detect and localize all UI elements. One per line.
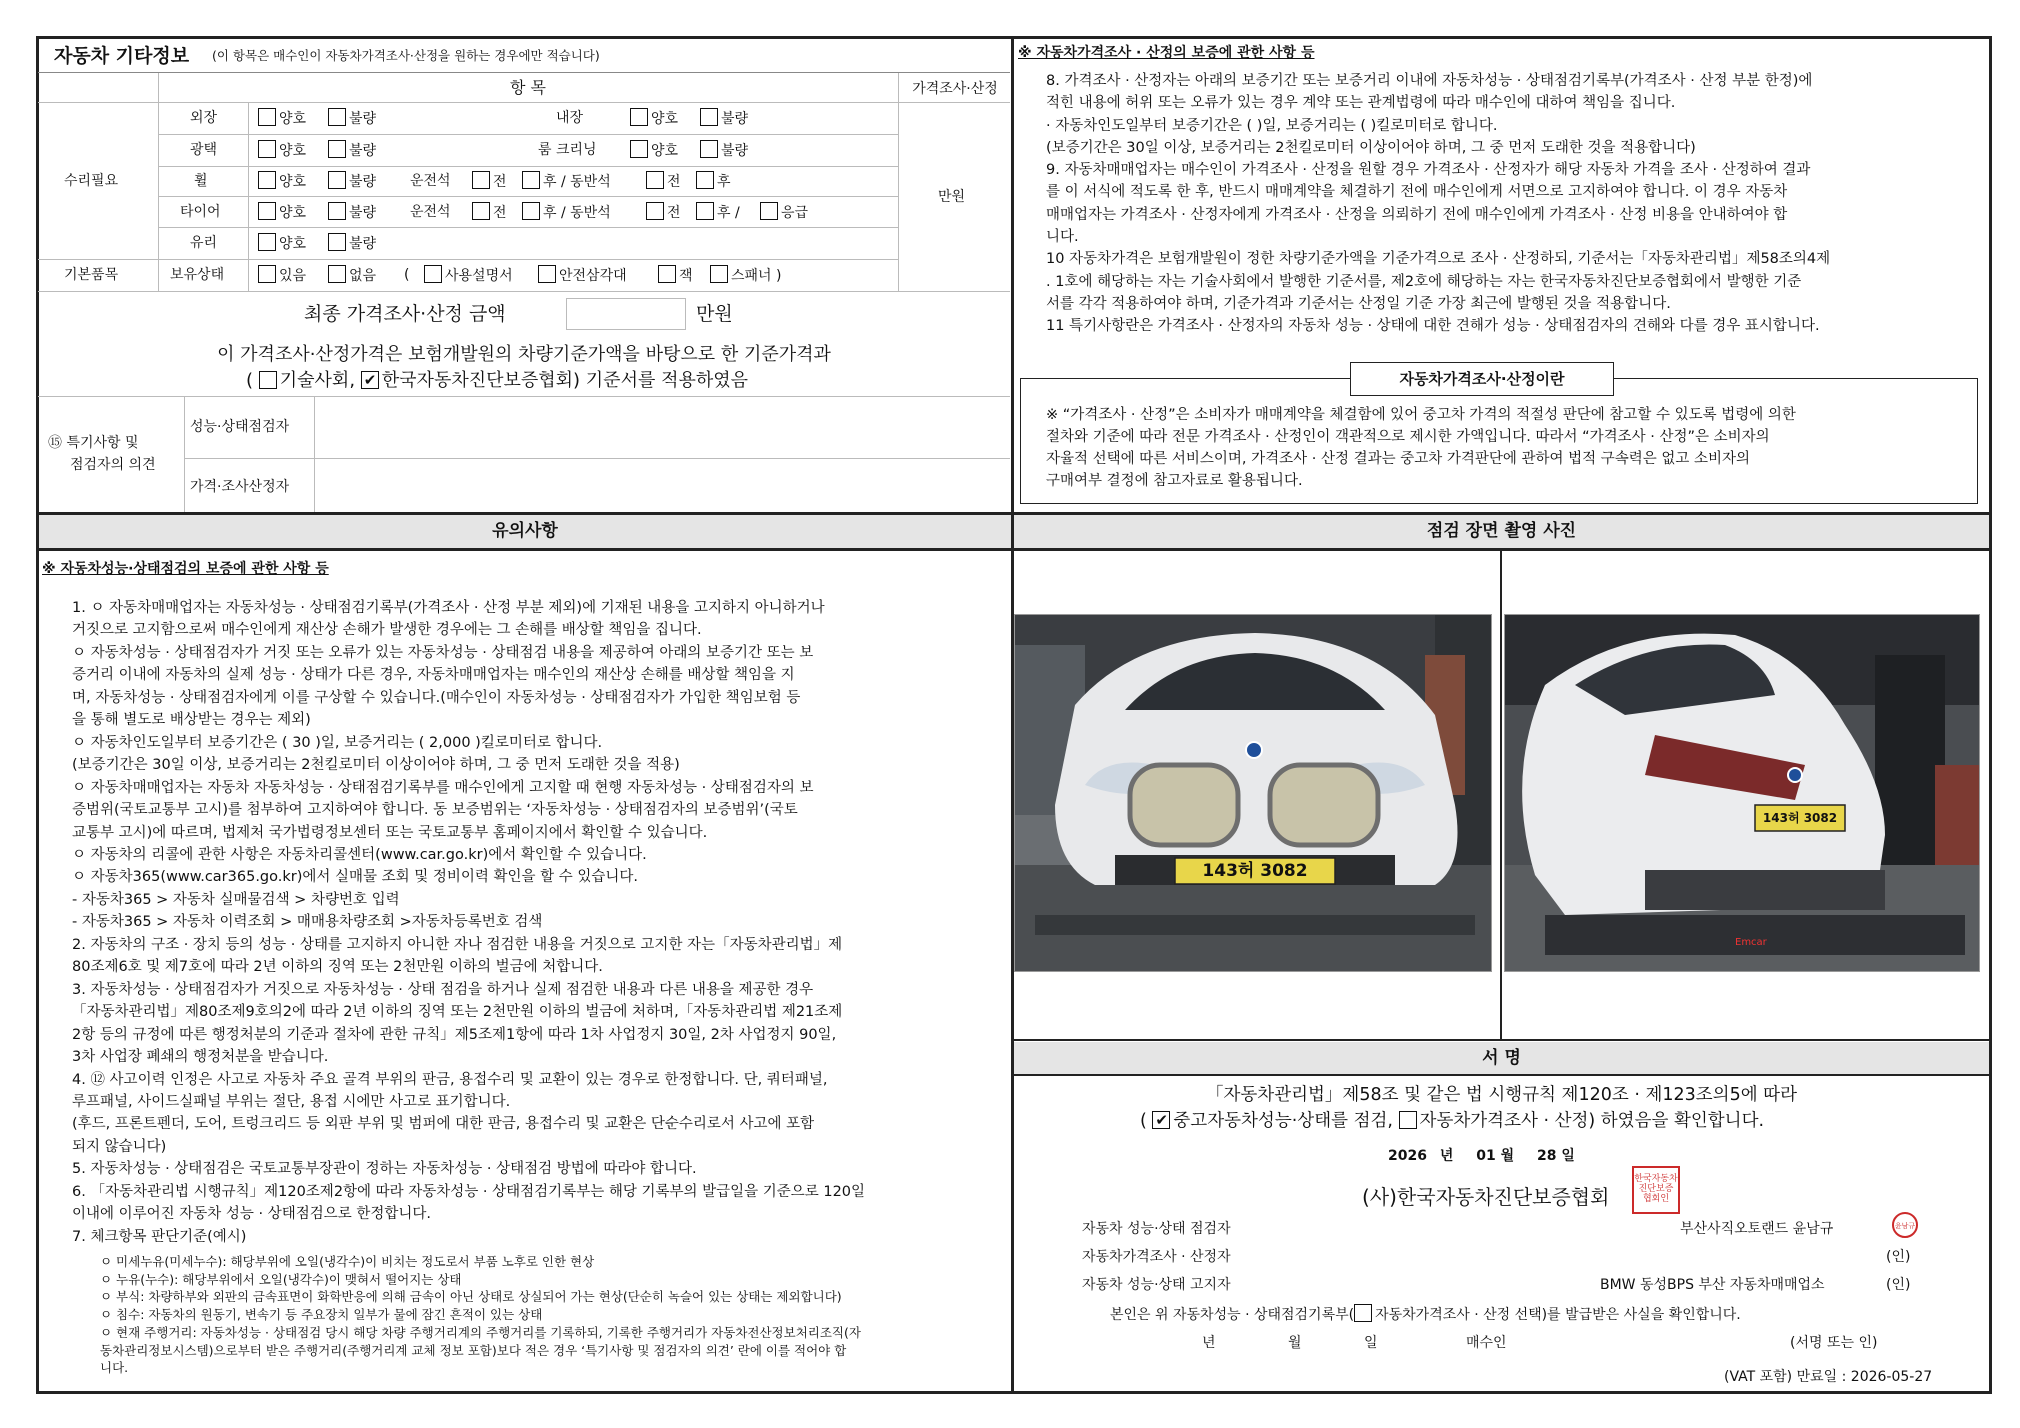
confirm-text-b: 자동차가격조사 · 산정 선택)를 발급받은 사실을 확인합니다.	[1375, 1307, 1741, 1323]
interior-good-option[interactable]	[630, 108, 678, 128]
appraisal-definition-title: 자동차가격조사·산정이란	[1399, 370, 1565, 388]
mid-divider-2	[36, 548, 1992, 551]
checkbox-buyer-price-appraisal[interactable]	[1354, 1304, 1372, 1322]
rear-car-image	[1505, 615, 1980, 972]
checkbox[interactable]	[630, 108, 648, 126]
tire-emergency-option[interactable]	[760, 202, 808, 222]
notes-text	[72, 597, 865, 1248]
section-note: (이 항목은 매수인이 자동차가격조사·산정을 원하는 경우에만 적습니다)	[212, 48, 600, 63]
checkbox[interactable]	[700, 108, 718, 126]
checkbox[interactable]	[328, 108, 346, 126]
checkbox-performance-check[interactable]	[1152, 1111, 1170, 1129]
items-have-option[interactable]	[258, 265, 306, 285]
text-line: 며, 자동차성능 · 상태점검자에게 이를 구상할 수 있습니다.(매수인이 자동차성능 · 상태점검자가 가입한 책임보험 등	[72, 689, 801, 706]
tire-front-option[interactable]	[472, 202, 507, 222]
criteria-line: ㅇ 미세누유(미세누수): 해당부위에 오일(냉각수)이 비치는 정도로서 부품 노후로 인한 현상	[100, 1254, 595, 1269]
text-line: 자율적 선택에 따른 서비스이며, 가격조사 · 산정 결과는 중고차 가격판단에 관하여 법적 구속력은 없고 소비자의	[1046, 451, 1751, 467]
buyer-date-month: 월	[1288, 1335, 1302, 1351]
signature-law-line: 「자동차관리법」제58조 및 같은 법 시행규칙 제120조 · 제123조의5에 따라	[1206, 1085, 1797, 1105]
room-cleaning-bad-option[interactable]	[700, 140, 748, 160]
row-gloss-label: 광택	[190, 142, 218, 158]
option-label: 전	[667, 205, 681, 221]
text-line: 2. 자동차의 구조 · 장치 등의 성능 · 상태를 고지하지 아니한 자나 점검한 내용을 거짓으로 고지한 자는「자동차관리법」제	[72, 936, 843, 953]
text-line: 80조제6호 및 제7호에 따라 2년 이하의 징역 또는 2천만원 이하의 벌금에 처합니다.	[72, 959, 603, 976]
appraiser-label: 자동차가격조사 · 산정자	[1082, 1249, 1231, 1265]
price-guarantee-heading: ※ 자동차가격조사 · 산정의 보증에 관한 사항 등	[1018, 45, 1315, 61]
text-line: 3. 자동차성능 · 상태점검자가 거짓으로 자동차성능 · 상태 점검을 하거나 실제 점검한 내용과 다른 내용을 제공한 경우	[72, 981, 814, 998]
rule	[898, 73, 899, 291]
option-label: 불량	[349, 236, 377, 252]
text-line: - 자동차365 > 자동차 실매물검색 > 차량번호 입력	[72, 891, 400, 908]
price-guarantee-text	[1046, 70, 1830, 338]
room-cleaning-good-option[interactable]	[630, 140, 678, 160]
final-price-label: 최종 가격조사·산정 금액	[304, 303, 506, 325]
checkbox-price-appraisal[interactable]	[1399, 1111, 1417, 1129]
sign-day-unit: 일	[1561, 1148, 1575, 1164]
option-label: 후 / 동반석	[543, 205, 611, 221]
gloss-bad-option[interactable]	[328, 140, 376, 160]
checkbox[interactable]	[760, 202, 778, 220]
text-line: 1. ㅇ 자동차매매업자는 자동차성능 · 상태점검기록부(가격조사 · 산정 부분 제외)에 기재된 내용을 고지하지 아니하거나	[72, 600, 825, 616]
exterior-bad-option[interactable]	[328, 108, 376, 128]
exterior-good-option[interactable]	[258, 108, 306, 128]
buyer-confirm-line	[1110, 1304, 1741, 1324]
appraisal-definition-text	[1046, 404, 1796, 492]
rule	[158, 227, 898, 228]
jack-option[interactable]	[658, 265, 693, 285]
option-label: 응급	[781, 205, 809, 221]
interior-bad-option[interactable]	[700, 108, 748, 128]
option-label: 전	[667, 174, 681, 190]
text-line: (보증기간은 30일 이상, 보증거리는 2천킬로미터 이상이어야 하며, 그 중 먼저 도래한 것을 적용)	[72, 757, 680, 774]
basis-line-2	[246, 370, 748, 392]
text-line: ㅇ 자동차의 리콜에 관한 사항은 자동차리콜센터(www.car.go.kr)에서 확인할 수 있습니다.	[72, 846, 647, 863]
sign-date	[1388, 1147, 1575, 1165]
photos-bottom-divider	[1011, 1039, 1992, 1041]
text-line: 8. 가격조사 · 산정자는 아래의 보증기간 또는 보증거리 이내에 자동차성능 · 상태점검기록부(가격조사 · 산정 부분 한정)에	[1046, 73, 1813, 89]
glass-good-option[interactable]	[258, 233, 306, 253]
rule	[38, 102, 1010, 103]
checkbox[interactable]	[630, 140, 648, 158]
wheel-driver-seat-label: 운전석	[410, 173, 451, 189]
items-none-option[interactable]	[328, 265, 376, 285]
text-line: 되지 않습니다)	[72, 1138, 167, 1155]
text-line: 증거리 이내에 자동차의 실제 성능 · 상태가 다른 경우, 자동차매매업자는 매수인의 재산상 손해를 배상할 책임을 지	[72, 667, 795, 684]
criteria-line: 니다.	[100, 1360, 129, 1376]
wheel-good-option[interactable]	[258, 171, 306, 191]
option-label: 잭	[679, 268, 693, 284]
paren: (	[1140, 1111, 1147, 1131]
checkbox[interactable]	[424, 265, 442, 283]
checkbox[interactable]	[258, 233, 276, 251]
checkbox[interactable]	[328, 171, 346, 189]
front-car-image	[1015, 615, 1492, 972]
rule	[38, 72, 1010, 73]
tire-good-option[interactable]	[258, 202, 306, 222]
criteria-line: 동차관리정보시스템)으로부터 받은 주행거리(주행거리계 교체 정보 포함)보다 적은 경우 ‘특기사항 및 점검자의 의견’ 란에 이를 적어야 합	[100, 1342, 847, 1358]
photos-band-title: 점검 장면 촬영 사진	[1426, 521, 1577, 541]
signature-band-divider	[1011, 1074, 1992, 1076]
text-line: 증범위(국토교통부 고시)를 첨부하여 고지하여야 합니다. 동 보증범위는 ‘자동차성능 · 상태점검자의 보증범위’(국토	[72, 802, 798, 819]
signature-band-title: 서 명	[1482, 1048, 1521, 1068]
checkbox[interactable]	[700, 140, 718, 158]
gloss-good-option[interactable]	[258, 140, 306, 160]
inspector-seal: 윤남규	[1892, 1212, 1918, 1238]
option-label: 불량	[721, 143, 749, 159]
buyer-sign-mark: (서명 또는 인)	[1790, 1335, 1878, 1351]
row-room-cleaning-label: 룸 크리닝	[538, 142, 597, 158]
front-inspection-photo	[1014, 614, 1492, 972]
option-label: 후 / 동반석	[543, 174, 611, 190]
basis-line-1: 이 가격조사·산정가격은 보험개발원의 차량기준가액을 바탕으로 한 기준가격과	[217, 344, 831, 365]
text-line: 5. 자동차성능 · 상태점검은 국토교통부장관이 정하는 자동차성능 · 상태점검 방법에 따라야 합니다.	[72, 1161, 697, 1178]
option-label: 불량	[349, 111, 377, 127]
option-label: 안전삼각대	[559, 268, 627, 284]
checkbox[interactable]	[710, 265, 728, 283]
checkbox[interactable]	[646, 202, 664, 220]
rule	[38, 291, 1010, 292]
row-wheel-label: 휠	[194, 173, 208, 189]
text-line: ㅇ 자동차매매업자는 자동차 자동차성능 · 상태점검기록부를 매수인에게 고지할 때 현행 자동차성능 · 상태점검자의 보	[72, 779, 814, 796]
checkbox[interactable]	[258, 202, 276, 220]
inspector-name: 부산사직오토랜드 윤남규	[1680, 1221, 1834, 1237]
notifier-seal-mark: (인)	[1886, 1277, 1911, 1293]
row-tire-label: 타이어	[180, 204, 221, 220]
text-line: - 자동차365 > 자동차 이력조회 > 매매용차량조회 >자동차등록번호 검색	[72, 914, 543, 931]
sign-day: 28	[1537, 1148, 1557, 1164]
text-line: 6. 「자동차관리법 시행규칙」제120조제2항에 따라 자동차성능 · 상태점검기록부는 해당 기록부의 발급일을 기준으로 120일	[72, 1183, 866, 1200]
wheel-passenger-front-option[interactable]	[646, 171, 681, 191]
option-label: 사용설명서	[445, 268, 513, 284]
appraiser-opinion-field[interactable]	[316, 460, 1008, 510]
option-label: 양호	[651, 143, 679, 159]
notes-heading: ※ 자동차성능·상태점검의 보증에 관한 사항 등	[42, 561, 329, 577]
paren: (	[246, 370, 254, 391]
option-label: 양호	[651, 111, 679, 127]
sign-year-unit: 년	[1439, 1148, 1454, 1164]
wheel-bad-option[interactable]	[328, 171, 376, 191]
vat-expiry-note: (VAT 포함) 만료일 : 2026-05-27	[1724, 1369, 1933, 1385]
repair-label: 수리필요	[64, 173, 119, 189]
signature-confirm-line	[1140, 1110, 1764, 1132]
text-line: ㅇ 자동차성능 · 상태점검자가 거짓 또는 오류가 있는 자동차성능 · 상태점검 내용을 제공하여 아래의 보증기간 또는 보	[72, 644, 814, 661]
option-label: 양호	[279, 143, 307, 159]
wheel-rear-passenger-option[interactable]	[522, 171, 611, 191]
text-line: 교통부 고시)에 따르며, 법제처 국가법령정보센터 또는 국토교통부 홈페이지에서 확인할 수 있습니다.	[72, 824, 708, 841]
association-name: (사)한국자동차진단보증협회	[1362, 1185, 1610, 1209]
option-label: 불량	[721, 111, 749, 127]
option-label: 후 /	[717, 205, 740, 221]
final-price-unit: 만원	[696, 303, 733, 325]
text-line: 서를 각각 적용하여야 하며, 기준가격과 기준서는 산정일 기준 가장 최근에 발행된 것을 적용합니다.	[1046, 295, 1671, 312]
notifier-name: BMW 동성BPS 부산 자동차매매업소	[1600, 1277, 1825, 1293]
unit-label: 만원	[938, 189, 966, 205]
option-label: 불량	[349, 174, 377, 190]
checkbox[interactable]	[696, 202, 714, 220]
checkbox[interactable]	[538, 265, 556, 283]
tire-driver-seat-label: 운전석	[410, 204, 451, 220]
wheel-front-option[interactable]	[472, 171, 507, 191]
checkbox[interactable]	[696, 171, 714, 189]
rule	[1500, 551, 1502, 1039]
text-line: 3차 사업장 폐쇄의 행정처분을 받습니다.	[72, 1049, 329, 1066]
text-line: 절차와 기준에 따라 전문 가격조사 · 산정인이 객관적으로 제시한 가액입니다. 따라서 “가격조사 · 산정”은 소비자의	[1046, 429, 1770, 445]
text-line: 7. 체크항목 판단기준(예시)	[72, 1228, 247, 1245]
text-line: 이내에 이루어진 자동차 성능 · 상태점검으로 한정합니다.	[72, 1206, 432, 1223]
inspector-label: 자동차 성능·상태 점검자	[1082, 1221, 1231, 1237]
buyer-label: 매수인	[1466, 1335, 1507, 1351]
items-header: 항 목	[510, 78, 546, 97]
check-criteria-list	[100, 1253, 861, 1377]
option-label: 불량	[349, 143, 377, 159]
section-title: 자동차 기타정보	[54, 45, 190, 67]
spanner-option[interactable]	[710, 265, 781, 285]
row-interior-label: 내장	[556, 110, 584, 126]
checkbox[interactable]	[328, 140, 346, 158]
checkbox[interactable]	[258, 171, 276, 189]
checkbox[interactable]	[258, 140, 276, 158]
text-line: 적힌 내용에 허위 또는 오류가 있는 경우 계약 또는 관계법령에 따라 매수인에 대하여 책임을 집니다.	[1046, 95, 1676, 112]
option-kadica: 한국자동차진단보증협회) 기준서를 적용하였음	[381, 370, 749, 391]
option-price-appraisal: 자동차가격조사 · 산정) 하였음을 확인합니다.	[1419, 1111, 1765, 1131]
text-line: 를 이 서식에 적도록 한 후, 반드시 매매계약을 체결하기 전에 매수인에게 서면으로 고지하여야 합니다. 이 경우 자동차	[1046, 184, 1788, 201]
sign-month: 01	[1476, 1148, 1496, 1164]
checkbox[interactable]	[258, 108, 276, 126]
row-exterior-label: 외장	[190, 110, 218, 126]
checkbox[interactable]	[472, 202, 490, 220]
rule	[158, 196, 898, 197]
text-line: 루프패널, 사이드실패널 부위는 절단, 용접 시에만 사고로 표기합니다.	[72, 1093, 511, 1110]
checkbox[interactable]	[328, 233, 346, 251]
checkbox[interactable]	[658, 265, 676, 283]
text-line: 4. ⑫ 사고이력 인정은 사고로 자동차 주요 골격 부위의 판금, 용접수리 및 교환이 있는 경우로 한정합니다. 단, 쿼터패널,	[72, 1071, 828, 1088]
rear-inspection-photo	[1504, 614, 1980, 972]
text-line: 을 통해 별도로 배상받는 경우는 제외)	[72, 712, 311, 729]
inspector-opinion-label: 성능·상태점검자	[190, 419, 290, 435]
text-line: 거짓으로 고지함으로써 매수인에게 재산상 손해가 발생한 경우에는 그 손해를 배상할 책임을 집니다.	[72, 622, 702, 639]
buyer-date-day: 일	[1364, 1335, 1378, 1351]
option-label: 스패너 )	[731, 268, 782, 284]
option-label: 불량	[349, 205, 377, 221]
criteria-line: ㅇ 현재 주행거리: 자동차성능 · 상태점검 당시 해당 차량 주행거리계의 주행거리를 기록하되, 기록한 주행거리가 자동차전산정보처리조직(자	[100, 1324, 861, 1340]
inspector-opinion-field[interactable]	[316, 398, 1008, 456]
tire-bad-option[interactable]	[328, 202, 376, 222]
checkbox[interactable]	[522, 171, 540, 189]
option-performance-check: 중고자동차성능·상태를 점검,	[1173, 1111, 1393, 1131]
rule	[158, 166, 898, 167]
text-line: 구매여부 결정에 참고자료로 활용됩니다.	[1046, 473, 1303, 489]
manual-option[interactable]	[424, 265, 513, 285]
option-label: 있음	[279, 268, 307, 284]
holding-status-label: 보유상태	[170, 267, 225, 283]
tire-rear-passenger-option[interactable]	[522, 202, 611, 222]
criteria-line: ㅇ 부식: 차량하부와 외판의 금속표면이 화학반응에 의해 금속이 아닌 상태로 상실되어 가는 현상(단순히 녹슬어 있는 상태는 제외합니다)	[100, 1289, 842, 1305]
text-line: 2항 등의 규정에 따른 행정처분의 기준과 절차에 관한 규칙」제5조제1항에 따라 1차 사업정지 30일, 2차 사업정지 90일,	[72, 1026, 837, 1043]
confirm-text-a: 본인은 위 자동차성능 · 상태점검기록부(	[1110, 1307, 1355, 1323]
text-line: · 자동차인도일부터 보증기간은 ( )일, 보증거리는 ( )킬로미터로 합니다.	[1046, 117, 1498, 134]
checkbox[interactable]	[328, 202, 346, 220]
text-line: 매매업자는 가격조사 · 산정자에게 가격조사 · 산정을 의뢰하기 전에 매수인에게 가격조사 · 산정 비용을 안내하여야 합	[1046, 206, 1788, 223]
option-label: 후	[717, 174, 731, 190]
rule	[184, 396, 185, 512]
text-line: (보증기간은 30일 이상, 보증거리는 2천킬로미터 이상이어야 하며, 그 중 먼저 도래한 것을 적용합니다)	[1046, 139, 1696, 156]
checkbox[interactable]	[522, 202, 540, 220]
sign-month-unit: 월	[1500, 1148, 1515, 1164]
rule	[184, 458, 1010, 459]
text-line: ㅇ 자동차인도일부터 보증기간은 ( 30 )일, 보증거리는 ( 2,000 )킬로미터로 합니다.	[72, 734, 603, 751]
text-line: 10 자동차가격은 보험개발원이 정한 차량기준가액을 기준가격으로 조사 · 산정하되, 기준서는「자동차관리법」제58조의4제	[1046, 251, 1831, 268]
checkbox[interactable]	[258, 265, 276, 283]
notifier-label: 자동차 성능·상태 고지자	[1082, 1277, 1231, 1293]
option-label: 양호	[279, 111, 307, 127]
basic-items-label: 기본품목	[64, 267, 119, 283]
text-line: 9. 자동차매매업자는 매수인이 가격조사 · 산정을 원할 경우 가격조사 · 산정자가 해당 자동차 가격을 조사 · 산정하여 결과	[1046, 162, 1811, 179]
checkbox-technical-society[interactable]	[259, 371, 277, 389]
final-price-input[interactable]	[566, 298, 686, 330]
text-line: ㅇ 자동차365(www.car365.go.kr)에서 실매물 조회 및 정비이력 확인을 할 수 있습니다.	[72, 869, 639, 886]
option-label: 양호	[279, 236, 307, 252]
rule	[158, 134, 898, 135]
text-line: (후드, 프론트펜더, 도어, 트렁크리드 등 외판 부위 및 범퍼에 대한 판금, 용접수리 및 교환은 단순수리로서 사고에 포함	[72, 1116, 815, 1133]
appraiser-opinion-label: 가격·조사산정자	[190, 479, 290, 495]
text-line: . 1호에 해당하는 자는 기술사회에서 발행한 기준서를, 제2호에 해당하는 자는 한국자동차진단보증협회에서 발행한 기준	[1046, 273, 1802, 290]
checkbox-kadica[interactable]	[361, 371, 379, 389]
price-header: 가격조사·산정	[912, 81, 998, 97]
option-label: 전	[493, 205, 507, 221]
front-plate-text: 143허 3082	[1202, 861, 1308, 881]
tire-passenger-rear-option[interactable]	[696, 202, 740, 222]
rear-plate-text: 143허 3082	[1762, 811, 1838, 825]
special-notes-label-2: 점검자의 의견	[70, 457, 156, 473]
text-line: 「자동차관리법」제80조제9호의2에 따라 2년 이하의 징역 또는 2천만원 이하의 벌금에 처하며,「자동차관리법 제21조제	[72, 1004, 843, 1021]
special-notes-label-1: ⑮ 특기사항 및	[48, 435, 139, 451]
text-line: ※ “가격조사 · 산정”은 소비자가 매매계약을 체결함에 있어 중고차 가격의 적절성 판단에 참고할 수 있도록 법령에 의한	[1046, 407, 1796, 423]
checkbox[interactable]	[472, 171, 490, 189]
appraiser-seal-mark: (인)	[1886, 1249, 1911, 1265]
triangle-option[interactable]	[538, 265, 627, 285]
wheel-passenger-rear-option[interactable]	[696, 171, 731, 191]
option-label: 양호	[279, 174, 307, 190]
rule	[314, 396, 315, 512]
row-glass-label: 유리	[190, 235, 218, 251]
sign-year: 2026	[1388, 1148, 1427, 1164]
criteria-line: ㅇ 누유(누수): 해당부위에서 오일(냉각수)이 맺혀서 떨어지는 상태	[100, 1271, 462, 1287]
checkbox[interactable]	[646, 171, 664, 189]
checkbox[interactable]	[328, 265, 346, 283]
option-label: 양호	[279, 205, 307, 221]
rule	[248, 102, 249, 291]
text-line: 니다.	[1046, 229, 1079, 246]
tire-passenger-front-option[interactable]	[646, 202, 681, 222]
buyer-date-year: 년	[1202, 1335, 1216, 1351]
option-label: 없음	[349, 268, 377, 284]
text-line: 11 특기사항란은 가격조사 · 산정자의 자동차 성능 · 상태에 대한 견해가 성능 · 상태점검자의 견해와 다를 경우 표시합니다.	[1046, 318, 1820, 335]
association-seal: 한국자동차 진단보증 협회인	[1632, 1166, 1680, 1214]
notes-band-title: 유의사항	[492, 521, 558, 541]
glass-bad-option[interactable]	[328, 233, 376, 253]
option-label: 전	[493, 174, 507, 190]
option-technical-society: 기술사회,	[279, 370, 356, 391]
paren-open: (	[404, 267, 410, 283]
criteria-line: ㅇ 침수: 자동차의 원동기, 변속기 등 주요장치 일부가 물에 잠긴 흔적이 있는 상태	[100, 1307, 543, 1323]
lift-brand-label: Emcar	[1735, 937, 1767, 948]
rule	[38, 259, 898, 260]
